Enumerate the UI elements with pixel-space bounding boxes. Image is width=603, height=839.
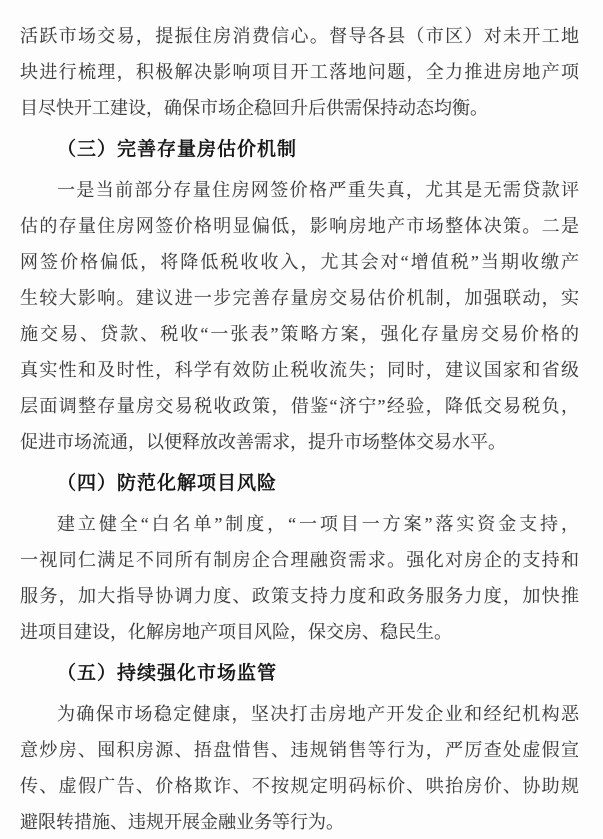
- text-line: 传、虚假广告、价格欺诈、不按规定明码标价、哄抬房价、协助规: [20, 776, 579, 796]
- section-heading: （五）持续强化市场监管: [57, 663, 278, 684]
- text-line: 为确保市场稳定健康，坚决打击房地产开发企业和经纪机构恶: [57, 704, 579, 724]
- text-line: 层面调整存量房交易税收政策，借鉴“济宁”经验，降低交易税负，: [20, 396, 579, 416]
- text-line: 一视同仁满足不同所有制房企合理融资需求。强化对房企的支持和: [20, 550, 579, 570]
- text-line: 施交易、贷款、税收“一张表”策略方案，强化存量房交易价格的: [20, 324, 579, 344]
- text-line: 块进行梳理，积极解决影响项目开工落地问题，全力推进房地产项: [20, 62, 579, 82]
- text-line: 目尽快开工建设，确保市场企稳回升后供需保持动态均衡。: [20, 98, 488, 118]
- text-line: 意炒房、囤积房源、捂盘惜售、违规销售等行为，严厉查处虚假宣: [20, 740, 579, 760]
- section-heading: （三）完善存量房估价机制: [57, 139, 298, 160]
- text-line: 一是当前部分存量住房网签价格严重失真，尤其是无需贷款评: [57, 180, 579, 200]
- text-line: 真实性和及时性，科学有效防止税收流失；同时，建议国家和省级: [20, 360, 579, 380]
- text-line: 活跃市场交易，提振住房消费信心。督导各县（市区）对未开工地: [20, 26, 579, 46]
- text-line: 建立健全“白名单”制度，“一项目一方案”落实资金支持，: [57, 514, 579, 534]
- text-line: 生较大影响。建议进一步完善存量房交易估价机制，加强联动，实: [20, 288, 579, 308]
- text-line: 网签价格偏低，将降低税收收入，尤其会对“增值税”当期收缴产: [20, 252, 579, 272]
- text-line: 避限转措施、违规开展金融业务等行为。: [20, 812, 344, 832]
- text-line: 促进市场流通，以便释放改善需求，提升市场整体交易水平。: [20, 432, 506, 452]
- text-line: 进项目建设，化解房地产项目风险，保交房、稳民生。: [20, 622, 452, 642]
- text-line: 估的存量住房网签价格明显偏低，影响房地产市场整体决策。二是: [20, 216, 579, 236]
- section-heading: （四）防范化解项目风险: [57, 473, 278, 494]
- text-line: 服务，加大指导协调力度、政策支持力度和政务服务力度，加快推: [20, 586, 579, 606]
